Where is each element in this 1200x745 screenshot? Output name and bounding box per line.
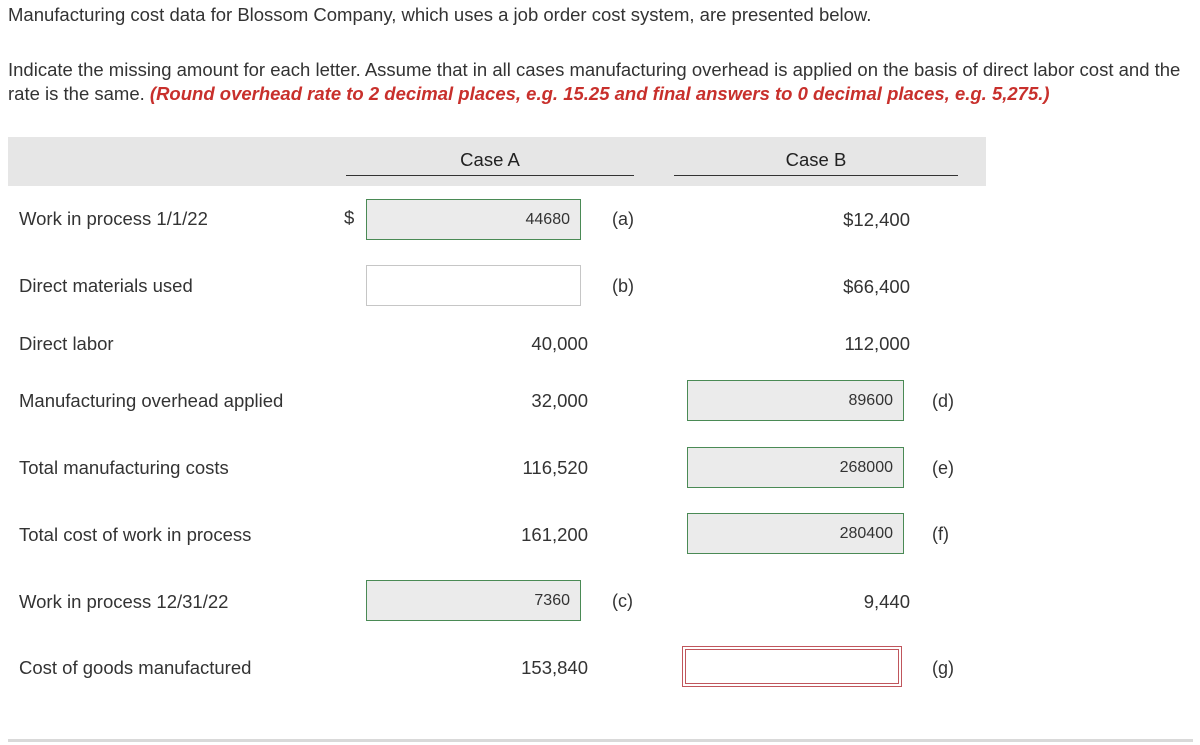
case-b-direct-materials-value: $66,400 <box>843 276 910 297</box>
case-b-cost-of-goods-manufactured-input[interactable] <box>682 646 902 687</box>
answer-tag-g: (g) <box>932 658 954 678</box>
answer-tag-f: (f) <box>932 524 949 544</box>
rounding-note: (Round overhead rate to 2 decimal places, e.g. 15.25 and final answers to 0 decimal places, e.g. 5,275.) <box>149 83 1050 104</box>
case-a-header: Case A <box>460 149 520 170</box>
case-a-header-rule <box>346 175 634 176</box>
answer-tag-a: (a) <box>612 209 634 229</box>
answer-tag-c: (c) <box>612 591 633 611</box>
row-label-total-cost-wip: Total cost of work in process <box>19 524 252 545</box>
currency-symbol: $ <box>344 207 355 228</box>
case-a-direct-materials-input[interactable] <box>366 265 581 306</box>
row-label-direct-labor: Direct labor <box>19 333 114 354</box>
problem-intro: Manufacturing cost data for Blossom Company, which uses a job order cost system, are presented below. <box>8 4 872 25</box>
case-b-header: Case B <box>785 149 847 170</box>
row-label-cost-of-goods-manufactured: Cost of goods manufactured <box>19 657 252 678</box>
case-a-wip-beginning-input[interactable] <box>366 199 581 240</box>
answer-tag-e: (e) <box>932 458 954 478</box>
case-a-wip-ending-input[interactable] <box>366 580 581 621</box>
row-label-wip-beginning: Work in process 1/1/22 <box>19 208 208 229</box>
bottom-divider <box>8 739 1193 742</box>
case-b-direct-labor-value: 112,000 <box>844 333 910 354</box>
answer-tag-d: (d) <box>932 391 954 411</box>
row-label-total-manufacturing-costs: Total manufacturing costs <box>19 457 229 478</box>
answer-tag-b: (b) <box>612 276 634 296</box>
problem-instructions <box>8 58 1193 106</box>
case-b-wip-beginning-value: $12,400 <box>843 209 910 230</box>
case-a-total-cost-wip-value: 161,200 <box>521 524 588 545</box>
row-label-direct-materials: Direct materials used <box>19 275 193 296</box>
row-label-overhead-applied: Manufacturing overhead applied <box>19 390 284 411</box>
case-b-wip-ending-value: 9,440 <box>863 591 910 612</box>
case-b-header-rule <box>674 175 958 176</box>
case-a-cost-of-goods-manufactured-value: 153,840 <box>521 657 588 678</box>
instructions-text: Indicate the missing amount for each letter. Assume that in all cases manufacturing overhead is applied on the basis of direct labor cost and the rate is the same. <box>8 59 1181 104</box>
case-b-total-cost-wip-input[interactable] <box>687 513 904 554</box>
case-a-overhead-applied-value: 32,000 <box>531 390 588 411</box>
case-a-direct-labor-value: 40,000 <box>531 333 588 354</box>
row-label-wip-ending: Work in process 12/31/22 <box>19 591 229 612</box>
case-b-total-manufacturing-costs-input[interactable] <box>687 447 904 488</box>
case-b-overhead-applied-input[interactable] <box>687 380 904 421</box>
case-a-total-manufacturing-costs-value: 116,520 <box>522 457 588 478</box>
